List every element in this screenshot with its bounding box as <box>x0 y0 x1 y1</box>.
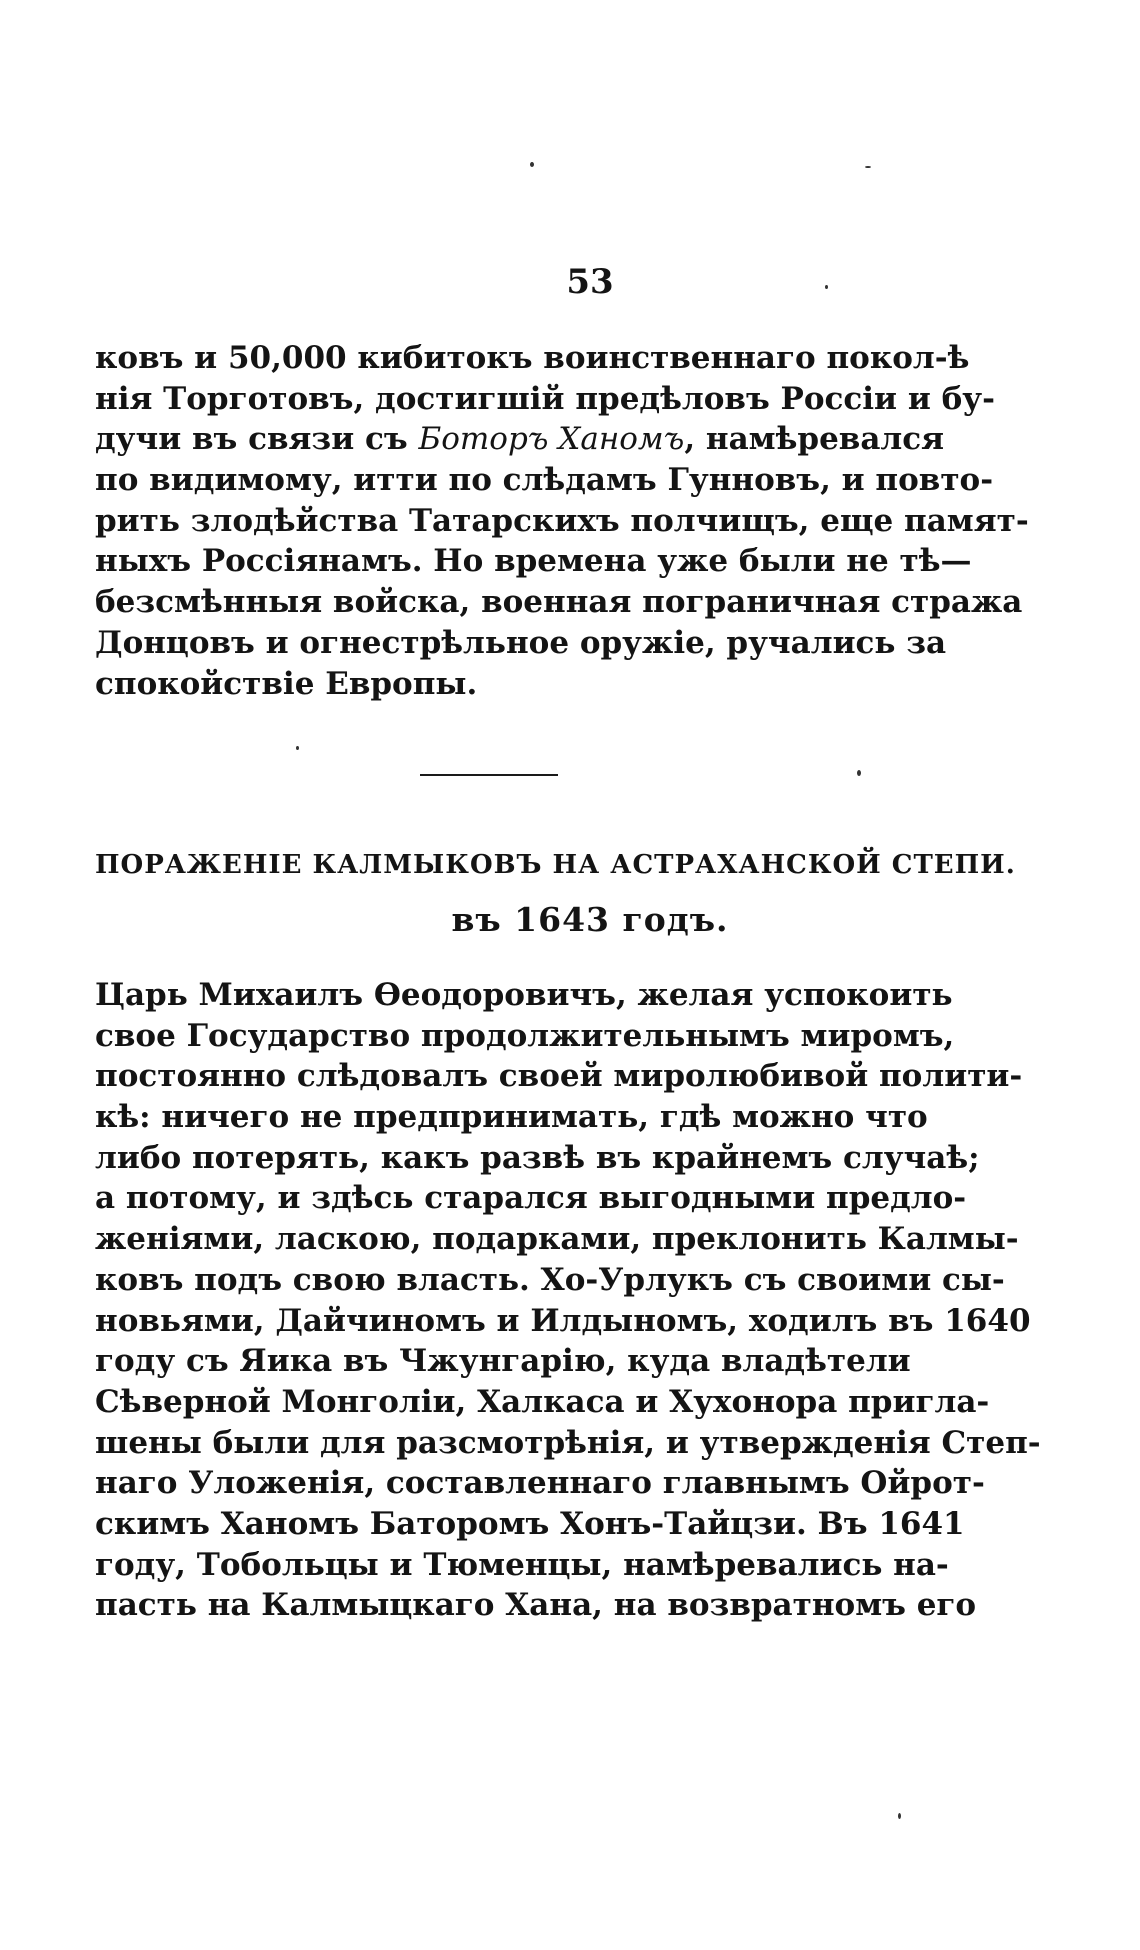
scan-speck <box>857 770 861 776</box>
text-line: свое Государство продолжительнымъ миромъ, <box>95 1017 955 1054</box>
text-line: Донцовъ и огнестрѣльное оружіе, ручались за <box>95 624 947 661</box>
text-line: году, Тобольцы и Тюменцы, намѣревались на- <box>95 1546 949 1583</box>
text-line: женіями, ласкою, подарками, преклонить Калмы- <box>95 1221 1019 1258</box>
scan-speck <box>825 285 828 289</box>
text-line: а потому, и здѣсь старался выгодными предло- <box>95 1180 967 1217</box>
text-line: безсмѣнныя войска, военная пограничная стража <box>95 584 1023 621</box>
text-line: наго Уложенія, составленнаго главнымъ Ойрот- <box>95 1465 985 1502</box>
text-line: Царь Михаилъ Ѳеодоровичъ, желая успокоить <box>95 977 953 1013</box>
continued-paragraph <box>95 338 1029 704</box>
text-line: по видимому, итти по слѣдамъ Гунновъ, и повто- <box>95 462 994 499</box>
scan-speck <box>865 166 871 168</box>
text-line: новьями, Дайчиномъ и Илдыномъ, ходилъ въ 1640 <box>95 1302 1031 1339</box>
section-paragraph <box>95 975 1041 1626</box>
section-divider <box>420 774 558 776</box>
text-line: рить злодѣйства Татарскихъ полчищъ, еще памят- <box>95 502 1029 539</box>
text-line: ковъ подъ свою власть. Хо-Урлукъ съ своими сы- <box>95 1261 1005 1298</box>
section-subtitle: въ 1643 годъ. <box>451 900 729 939</box>
text-line: ковъ и 50,000 кибитокъ воинственнаго покол-ѣ <box>95 340 970 376</box>
text-line: либо потерять, какъ развѣ въ крайнемъ случаѣ; <box>95 1139 980 1176</box>
text-line: спокойствіе Европы. <box>95 665 478 702</box>
text-line: постоянно слѣдовалъ своей миролюбивой полити- <box>95 1058 1023 1095</box>
text-line: скимъ Ханомъ Баторомъ Хонъ-Тайцзи. Въ 1641 <box>95 1505 965 1542</box>
text-line: дучи въ связи съ Боторъ Ханомъ, намѣревался <box>95 421 945 458</box>
text-line: ныхъ Россіянамъ. Но времена уже были не тѣ— <box>95 543 972 580</box>
text-line: пасть на Калмыцкаго Хана, на возвратномъ его <box>95 1587 977 1624</box>
scan-speck <box>296 746 299 750</box>
text-line: Сѣверной Монголіи, Халкаса и Хухонора пригла- <box>95 1383 990 1420</box>
scan-speck <box>898 1813 901 1819</box>
section-title: ПОРАЖЕНІЕ КАЛМЫКОВЪ НА АСТРАХАНСКОЙ СТЕПИ. <box>95 850 1016 880</box>
text-line: году съ Яика въ Чжунгарію, куда владѣтели <box>95 1343 911 1380</box>
text-line: шены были для разсмотрѣнія, и утвержденія Степ- <box>95 1424 1041 1461</box>
text-line: нія Торготовъ, достигшій предѣловъ Россіи и бу- <box>95 380 995 417</box>
page-number: 53 <box>566 262 614 302</box>
scan-speck <box>530 162 534 167</box>
text-line: кѣ: ничего не предпринимать, гдѣ можно что <box>95 1099 928 1136</box>
italic-name: Боторъ Ханомъ <box>418 421 685 458</box>
